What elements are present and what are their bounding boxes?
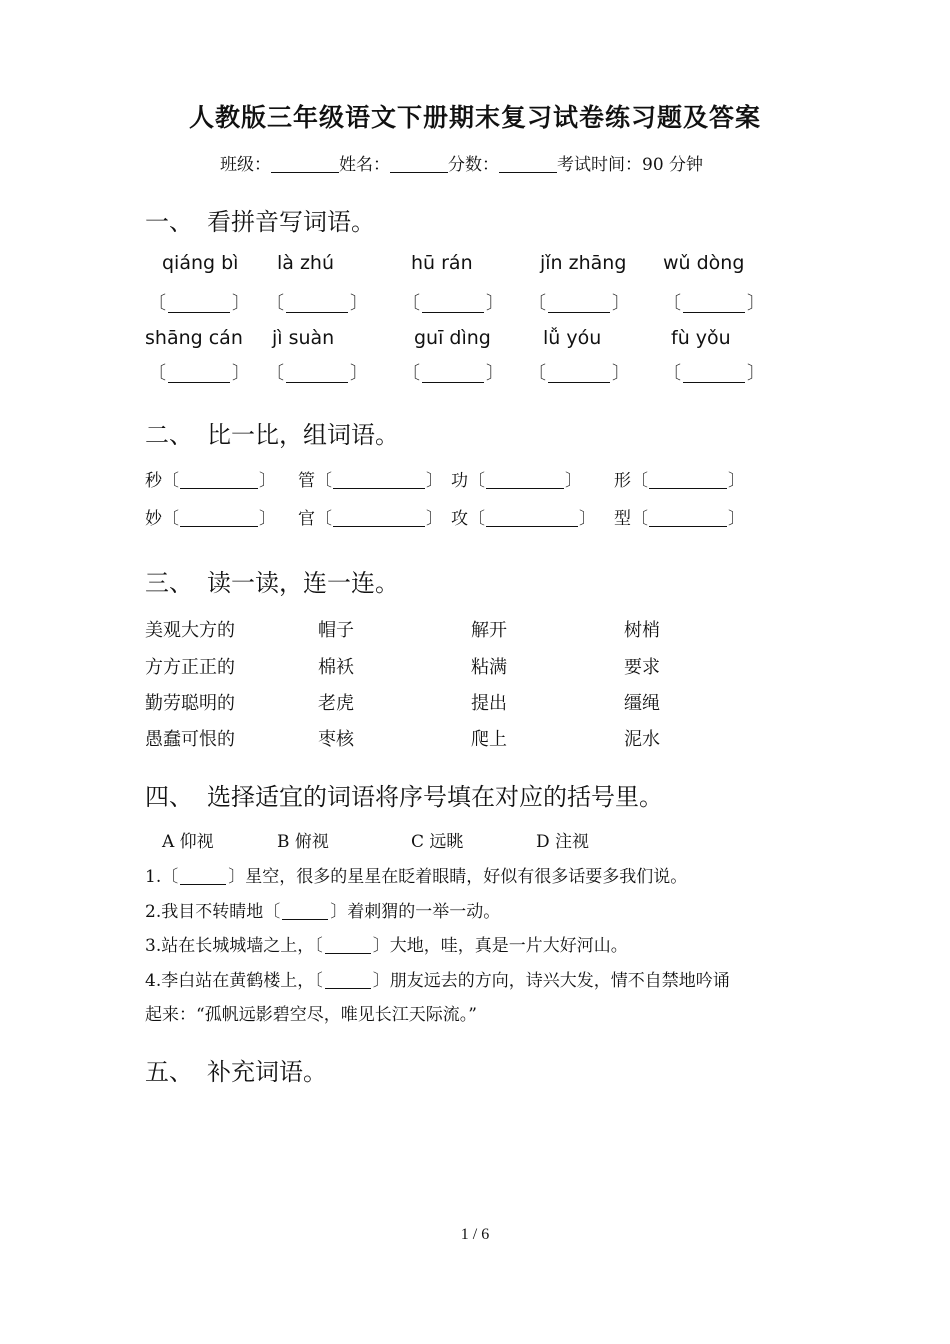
exam-meta [220, 150, 703, 175]
connect-cell[interactable]: 粘满 [471, 657, 507, 678]
pinyin-2: là zhú [277, 252, 335, 274]
connect-cell[interactable]: 缰绳 [624, 693, 660, 714]
section-2-heading: 二、 比一比，组词语。 [145, 421, 399, 449]
connect-cell[interactable]: 老虎 [318, 693, 354, 714]
compare-item[interactable]: 攻〔 〕 [451, 509, 596, 529]
connect-cell[interactable]: 泥水 [624, 729, 660, 750]
name-blank[interactable] [390, 154, 448, 173]
answer-box-8[interactable]: 〔 〕 [402, 363, 504, 384]
question-4-continued: 起来：“孤帆远影碧空尽，唯见长江天际流。” [145, 1005, 477, 1025]
option-a: A 仰视 [162, 832, 214, 852]
compare-item[interactable]: 妙〔 〕 [145, 509, 276, 529]
compare-item[interactable]: 秒〔 〕 [145, 471, 276, 491]
connect-cell[interactable]: 爬上 [471, 729, 507, 750]
compare-item[interactable]: 管〔 〕 [298, 471, 443, 491]
page-number: 1 / 6 [460, 1226, 490, 1243]
answer-box-2[interactable]: 〔 〕 [266, 293, 368, 314]
pinyin-10: fù yǒu [671, 327, 731, 349]
answer-box-4[interactable]: 〔 〕 [528, 293, 630, 314]
section-5-heading: 五、 补充词语。 [145, 1058, 327, 1086]
answer-box-5[interactable]: 〔 〕 [663, 293, 765, 314]
connect-cell[interactable]: 枣核 [318, 729, 354, 750]
compare-item[interactable]: 功〔 〕 [451, 471, 582, 491]
section-4-heading: 四、 选择适宜的词语将序号填在对应的括号里。 [145, 783, 663, 811]
section-1-heading: 一、 看拼音写词语。 [145, 208, 375, 236]
class-label: 班级： [220, 155, 271, 175]
pinyin-6: shāng cán [145, 327, 243, 349]
score-label: 分数： [448, 155, 499, 175]
pinyin-1: qiáng bì [162, 252, 239, 274]
pinyin-3: hū rán [411, 252, 473, 274]
connect-cell[interactable]: 美观大方的 [145, 620, 235, 641]
connect-cell[interactable]: 提出 [471, 693, 507, 714]
name-label: 姓名： [339, 155, 390, 175]
connect-cell[interactable]: 方方正正的 [145, 657, 235, 678]
answer-box-1[interactable]: 〔 〕 [148, 293, 250, 314]
score-blank[interactable] [499, 154, 557, 173]
compare-item[interactable]: 形〔 〕 [614, 471, 745, 491]
option-d: D 注视 [536, 832, 590, 852]
question-3-blank[interactable] [325, 935, 371, 954]
page-title: 人教版三年级语文下册期末复习试卷练习题及答案 [188, 103, 761, 132]
connect-cell[interactable]: 解开 [471, 620, 507, 641]
question-4-blank[interactable] [325, 970, 371, 989]
question-1-blank[interactable] [180, 866, 226, 885]
question-2-blank[interactable] [282, 901, 328, 920]
time-label: 考试时间：90 分钟 [557, 155, 704, 175]
answer-box-3[interactable]: 〔 〕 [402, 293, 504, 314]
connect-cell[interactable]: 愚蠢可恨的 [145, 729, 235, 750]
connect-cell[interactable]: 帽子 [318, 620, 354, 641]
answer-box-10[interactable]: 〔 〕 [663, 363, 765, 384]
pinyin-4: jǐn zhāng [540, 252, 627, 274]
section-3-heading: 三、 读一读，连一连。 [145, 569, 399, 597]
pinyin-9: lǚ yóu [543, 327, 602, 349]
connect-cell[interactable]: 要求 [624, 657, 660, 678]
connect-cell[interactable]: 棉袄 [318, 657, 354, 678]
connect-cell[interactable]: 勤劳聪明的 [145, 693, 235, 714]
option-c: C 远眺 [411, 832, 464, 852]
question-1: 1.〔 〕星空，很多的星星在眨着眼睛，好似有很多话要多我们说。 [145, 867, 688, 887]
pinyin-8: guī dìng [414, 327, 491, 349]
pinyin-7: jì suàn [272, 327, 335, 349]
class-blank[interactable] [271, 154, 339, 173]
connect-cell[interactable]: 树梢 [624, 620, 660, 641]
question-4: 4.李白站在黄鹤楼上，〔 〕朋友远去的方向，诗兴大发，情不自禁地吟诵 [145, 971, 730, 991]
answer-box-6[interactable]: 〔 〕 [148, 363, 250, 384]
compare-item[interactable]: 型〔 〕 [614, 509, 745, 529]
answer-box-7[interactable]: 〔 〕 [266, 363, 368, 384]
pinyin-5: wǔ dòng [663, 252, 745, 274]
question-2: 2.我目不转睛地〔 〕着刺猬的一举一动。 [145, 902, 501, 922]
question-3: 3.站在长城城墙之上，〔 〕大地，哇，真是一片大好河山。 [145, 936, 628, 956]
compare-item[interactable]: 官〔 〕 [298, 509, 443, 529]
option-b: B 俯视 [277, 832, 329, 852]
answer-box-9[interactable]: 〔 〕 [528, 363, 630, 384]
